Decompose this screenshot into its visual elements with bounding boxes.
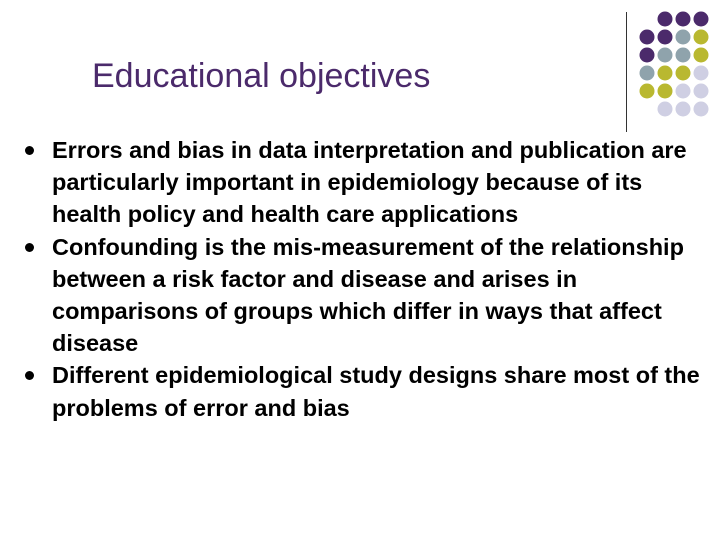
decorative-dot bbox=[658, 84, 673, 99]
decorative-dot bbox=[676, 102, 691, 117]
decorative-dot bbox=[694, 30, 709, 45]
bullet-dot-icon bbox=[25, 243, 34, 252]
decorative-dot bbox=[694, 66, 709, 81]
decorative-dot bbox=[694, 12, 709, 27]
bullet-dot-icon bbox=[25, 146, 34, 155]
decorative-dot bbox=[658, 48, 673, 63]
decorative-dot bbox=[676, 12, 691, 27]
decorative-dot bbox=[676, 84, 691, 99]
decorative-dot bbox=[640, 30, 655, 45]
decorative-dot bbox=[694, 102, 709, 117]
slide-title: Educational objectives bbox=[92, 57, 431, 95]
decorative-dot bbox=[658, 30, 673, 45]
bullet-text: Errors and bias in data interpretation and publication are particularly important in epidemiology because of its health policy and health care applications bbox=[52, 137, 687, 228]
bullet-item bbox=[22, 231, 712, 360]
bullet-dot-icon bbox=[25, 371, 34, 380]
decorative-dot-grid bbox=[638, 10, 718, 120]
decorative-dot bbox=[694, 48, 709, 63]
decorative-dot bbox=[676, 66, 691, 81]
decorative-dot bbox=[640, 48, 655, 63]
decorative-dot bbox=[640, 66, 655, 81]
decorative-dot bbox=[694, 84, 709, 99]
divider-line bbox=[626, 12, 627, 132]
bullet-item bbox=[22, 134, 712, 231]
bullet-text: Different epidemiological study designs share most of the problems of error and bias bbox=[52, 362, 700, 421]
bullet-text: Confounding is the mis-measurement of the relationship between a risk factor and disease and arises in comparisons of groups which differ in ways that affect disease bbox=[52, 233, 684, 357]
decorative-dot bbox=[658, 12, 673, 27]
decorative-dot bbox=[658, 102, 673, 117]
decorative-dot bbox=[676, 30, 691, 45]
bullet-list bbox=[22, 134, 712, 424]
decorative-dot bbox=[640, 84, 655, 99]
bullet-item bbox=[22, 359, 712, 423]
decorative-dot bbox=[658, 66, 673, 81]
decorative-dot bbox=[676, 48, 691, 63]
